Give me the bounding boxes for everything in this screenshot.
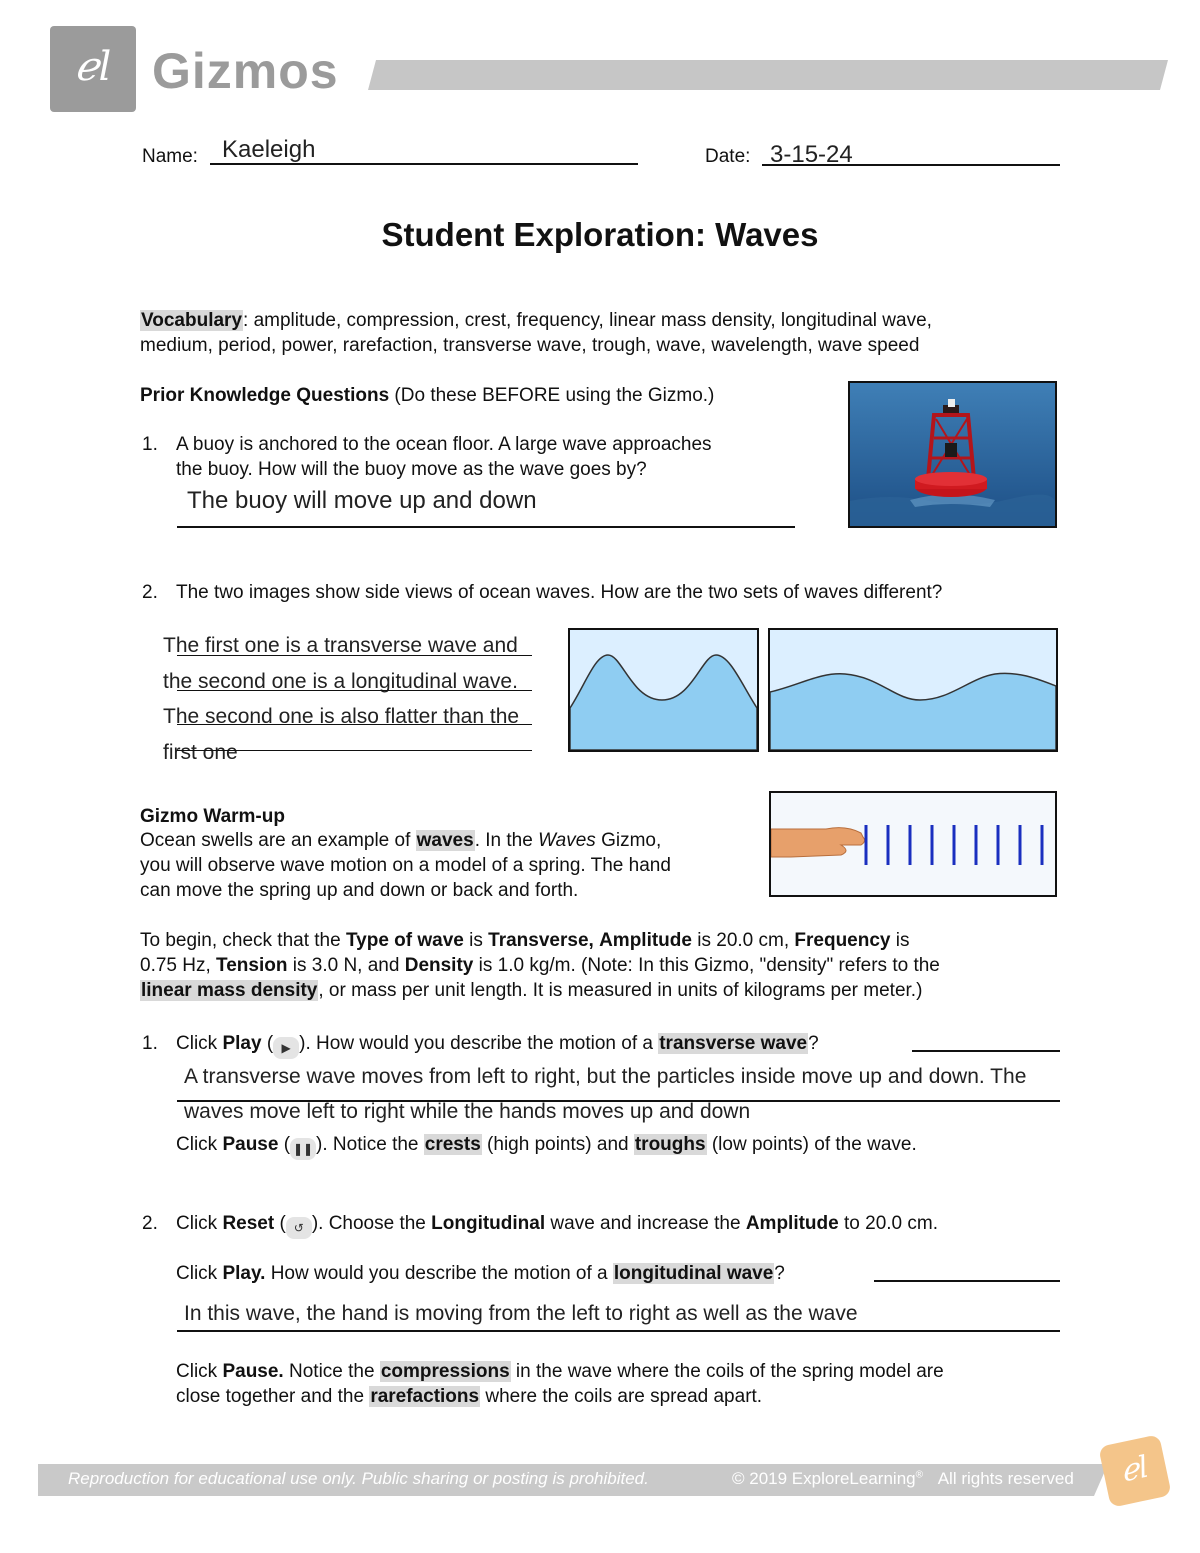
vocabulary <box>140 308 1080 358</box>
term-rarefactions: rarefactions <box>370 1386 480 1407</box>
step1-answer-line2: waves move left to right while the hands moves up and down <box>184 1100 751 1123</box>
step1-number: 1. <box>142 1033 158 1054</box>
q2-answer-line: the second one is a longitudinal wave. <box>163 669 518 693</box>
text: close together and the <box>176 1386 370 1407</box>
term-crests: crests <box>424 1134 481 1155</box>
term-transverse-wave: transverse wave <box>659 1033 808 1054</box>
logo-glyph: ℯl <box>74 44 112 90</box>
step2-blank <box>874 1280 1060 1282</box>
q2-text: The two images show side views of ocean waves. How are the two sets of waves different? <box>176 582 943 603</box>
step2-pause-text <box>176 1359 944 1409</box>
step1-answer-line1: A transverse wave moves from left to right, but the particles inside move up and down. The <box>184 1065 1027 1088</box>
term-linear-mass-density: linear mass density <box>141 980 318 1001</box>
q2-underline <box>177 750 532 751</box>
text: is <box>890 930 910 951</box>
page-title: Student Exploration: Waves <box>381 216 819 253</box>
text: ? <box>774 1263 785 1284</box>
footer-notice: Reproduction for educational use only. Public sharing or posting is prohibited. <box>68 1469 649 1488</box>
step2-answer: In this wave, the hand is moving from the left to right as well as the wave <box>184 1302 858 1325</box>
term-longitudinal-wave: longitudinal wave <box>613 1263 774 1284</box>
text: Pause <box>222 1134 279 1155</box>
text: ). How would you describe the motion of a <box>299 1033 659 1054</box>
rights-text: All rights reserved <box>937 1469 1074 1488</box>
q1-line1: A buoy is anchored to the ocean floor. A large wave approaches <box>176 434 712 455</box>
text: ). Notice the <box>316 1134 424 1155</box>
text: to 20.0 cm. <box>838 1213 938 1234</box>
step2-underline <box>177 1330 1060 1332</box>
gizmo-name: Waves <box>538 830 596 851</box>
date-underline <box>762 164 1060 166</box>
prior-heading-title: Prior Knowledge Questions <box>140 385 390 406</box>
explorelearning-logo-icon <box>1098 1434 1172 1508</box>
prior-heading <box>140 383 714 408</box>
text: (high points) and <box>481 1134 634 1155</box>
text: Click <box>176 1361 223 1382</box>
text: is 20.0 cm, <box>691 930 795 951</box>
text: To begin, check that the <box>140 930 346 951</box>
text: Transverse, <box>488 930 594 951</box>
text: Longitudinal <box>431 1213 546 1234</box>
q1-line2: the buoy. How will the buoy move as the wave goes by? <box>176 459 647 480</box>
text: Pause. <box>222 1361 284 1382</box>
text: where the coils are spread apart. <box>480 1386 763 1407</box>
hand-spring-illustration <box>771 793 1055 895</box>
q2-answer-line: The second one is also flatter than the <box>163 705 520 728</box>
text: ( <box>274 1213 286 1234</box>
prior-heading-note: (Do these BEFORE using the Gizmo.) <box>389 385 715 406</box>
text: 0.75 Hz, <box>140 955 217 976</box>
date-value: 3-15-24 <box>770 141 853 168</box>
text: How would you describe the motion of a <box>265 1263 613 1284</box>
text: (low points) of the wave. <box>706 1134 917 1155</box>
text: Click <box>176 1134 223 1155</box>
registered-mark: ® <box>915 1469 923 1481</box>
term-waves: waves <box>416 830 474 851</box>
pause-icon: ❚❚ <box>290 1138 316 1160</box>
text: ( <box>278 1134 291 1155</box>
spring-model-image <box>769 791 1057 897</box>
text: Frequency <box>794 930 891 951</box>
text: Reset <box>222 1213 275 1234</box>
q1-underline <box>177 526 795 528</box>
step1-pause-text <box>176 1132 917 1160</box>
q1-text <box>176 432 712 482</box>
text: Click <box>176 1263 223 1284</box>
text: Click <box>176 1033 223 1054</box>
text: ). Choose the <box>311 1213 432 1234</box>
step2-text <box>176 1211 938 1239</box>
text: Type of wave <box>345 930 464 951</box>
text: is 1.0 kg/m. (Note: In this Gizmo, "density" refers to the <box>473 955 940 976</box>
settings-paragraph <box>140 928 1080 1003</box>
text: Amplitude <box>599 930 692 951</box>
q2-answer-line: first one <box>163 740 238 764</box>
step2-number: 2. <box>142 1213 158 1234</box>
vocabulary-line1: : amplitude, compression, crest, frequency, linear mass density, longitudinal wave, <box>243 310 932 331</box>
text: can move the spring up and down or back and forth. <box>140 880 579 901</box>
text: Play. <box>222 1263 266 1284</box>
text: is <box>463 930 489 951</box>
warmup-intro <box>140 828 760 903</box>
header-bar <box>368 60 1168 90</box>
text: Tension <box>216 955 288 976</box>
step1-blank <box>912 1050 1060 1052</box>
text: Click <box>176 1213 223 1234</box>
q2-underline <box>177 690 532 691</box>
wave-image-peaked <box>568 628 759 752</box>
q2-answer <box>163 628 519 770</box>
footer-logo-glyph: ℯl <box>1117 1449 1152 1490</box>
gizmos-logo-tile <box>50 26 136 112</box>
term-troughs: troughs <box>634 1134 706 1155</box>
footer-copyright <box>732 1469 1074 1489</box>
text: ? <box>808 1033 819 1054</box>
name-label: Name: <box>142 146 198 167</box>
gentle-wave-illustration <box>770 630 1056 750</box>
reset-icon: ↺ <box>286 1217 312 1239</box>
term-compressions: compressions <box>380 1361 510 1382</box>
text: wave and increase the <box>545 1213 746 1234</box>
step1-text <box>176 1031 819 1059</box>
q2-answer-line: The first one is a transverse wave and <box>163 634 518 657</box>
q1-answer: The buoy will move up and down <box>187 487 537 514</box>
step2-play-text <box>176 1261 785 1286</box>
text: Amplitude <box>745 1213 839 1234</box>
vocabulary-label: Vocabulary <box>141 310 243 331</box>
warmup-heading: Gizmo Warm-up <box>140 806 285 827</box>
q2-underline <box>177 655 532 656</box>
text: Play <box>222 1033 262 1054</box>
text: in the wave where the coils of the spring model are <box>510 1361 944 1382</box>
date-label: Date: <box>705 146 751 167</box>
text: you will observe wave motion on a model of a spring. The hand <box>140 855 671 876</box>
q1-number: 1. <box>142 434 158 455</box>
text: Notice the <box>283 1361 380 1382</box>
text: Gizmo, <box>595 830 662 851</box>
text: Density <box>404 955 474 976</box>
q2-number: 2. <box>142 582 158 603</box>
copyright-text: © 2019 ExploreLearning <box>732 1469 916 1488</box>
name-value: Kaeleigh <box>222 136 316 163</box>
buoy-photo <box>848 381 1057 528</box>
peaked-wave-illustration <box>570 630 757 750</box>
text: ( <box>261 1033 274 1054</box>
vocabulary-line2: medium, period, power, rarefaction, transverse wave, trough, wave, wavelength, wave speed <box>140 335 920 356</box>
wave-image-gentle <box>768 628 1058 752</box>
text: Ocean swells are an example of <box>140 830 416 851</box>
name-underline <box>210 163 638 165</box>
text: . In the <box>474 830 539 851</box>
text: , or mass per unit length. It is measured in units of kilograms per meter.) <box>318 980 923 1001</box>
play-icon: ▶ <box>273 1037 299 1059</box>
q2-underline <box>177 724 532 725</box>
buoy-illustration <box>850 383 1055 526</box>
brand-name: Gizmos <box>152 43 339 99</box>
text: is 3.0 N, and <box>287 955 405 976</box>
